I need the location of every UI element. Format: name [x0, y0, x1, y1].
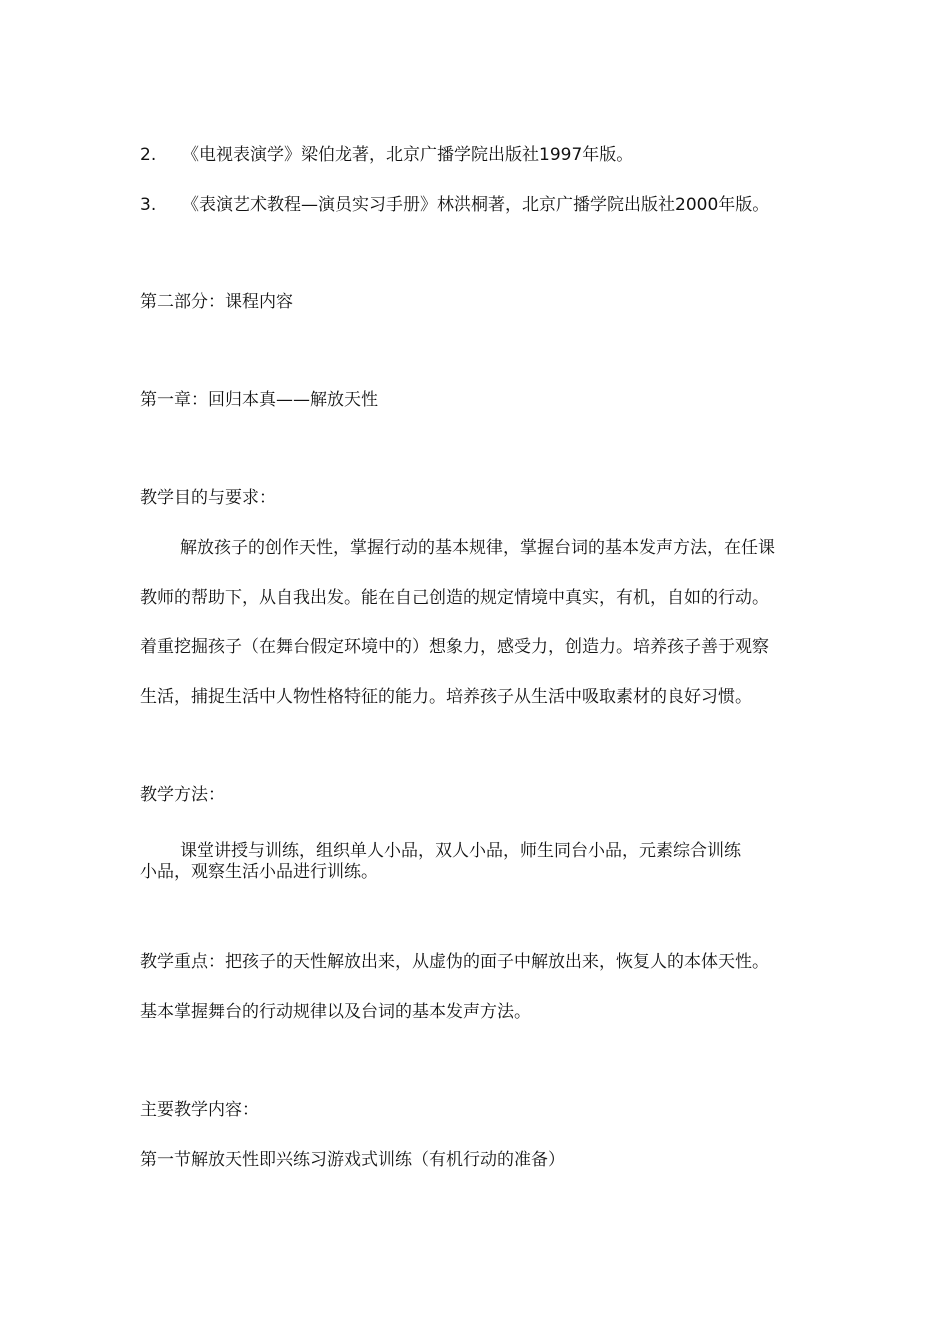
key-points-line: 基本掌握舞台的行动规律以及台词的基本发声方法。 [140, 1002, 531, 1022]
key-points-line: 教学重点：把孩子的天性解放出来，从虚伪的面子中解放出来，恢复人的本体天性。 [140, 952, 769, 972]
methods-heading: 教学方法： [140, 785, 225, 805]
part-title: 第二部分：课程内容 [140, 292, 293, 312]
reference-item [140, 194, 769, 216]
objectives-line: 解放孩子的创作天性，掌握行动的基本规律，掌握台词的基本发声方法，在任课 [180, 538, 775, 558]
main-content-heading: 主要教学内容： [140, 1100, 259, 1120]
objectives-line: 生活，捕捉生活中人物性格特征的能力。培养孩子从生活中吸取素材的良好习惯。 [140, 687, 752, 707]
methods-line: 小品，观察生活小品进行训练。 [140, 862, 378, 882]
objectives-heading: 教学目的与要求： [140, 488, 276, 508]
reference-item [140, 144, 633, 166]
section-title: 第一节解放天性即兴练习游戏式训练（有机行动的准备） [140, 1150, 565, 1170]
reference-number: 2. [140, 145, 157, 165]
reference-text: 《表演艺术教程—演员实习手册》林洪桐著，北京广播学院出版社2000年版。 [182, 195, 770, 215]
reference-number: 3. [140, 195, 157, 215]
objectives-line: 教师的帮助下，从自我出发。能在自己创造的规定情境中真实，有机，自如的行动。 [140, 588, 769, 608]
methods-line: 课堂讲授与训练，组织单人小品，双人小品，师生同台小品，元素综合训练 [180, 841, 741, 861]
reference-text: 《电视表演学》梁伯龙著，北京广播学院出版社1997年版。 [182, 145, 634, 165]
chapter-title: 第一章：回归本真——解放天性 [140, 390, 378, 410]
objectives-line: 着重挖掘孩子（在舞台假定环境中的）想象力，感受力，创造力。培养孩子善于观察 [140, 637, 769, 657]
